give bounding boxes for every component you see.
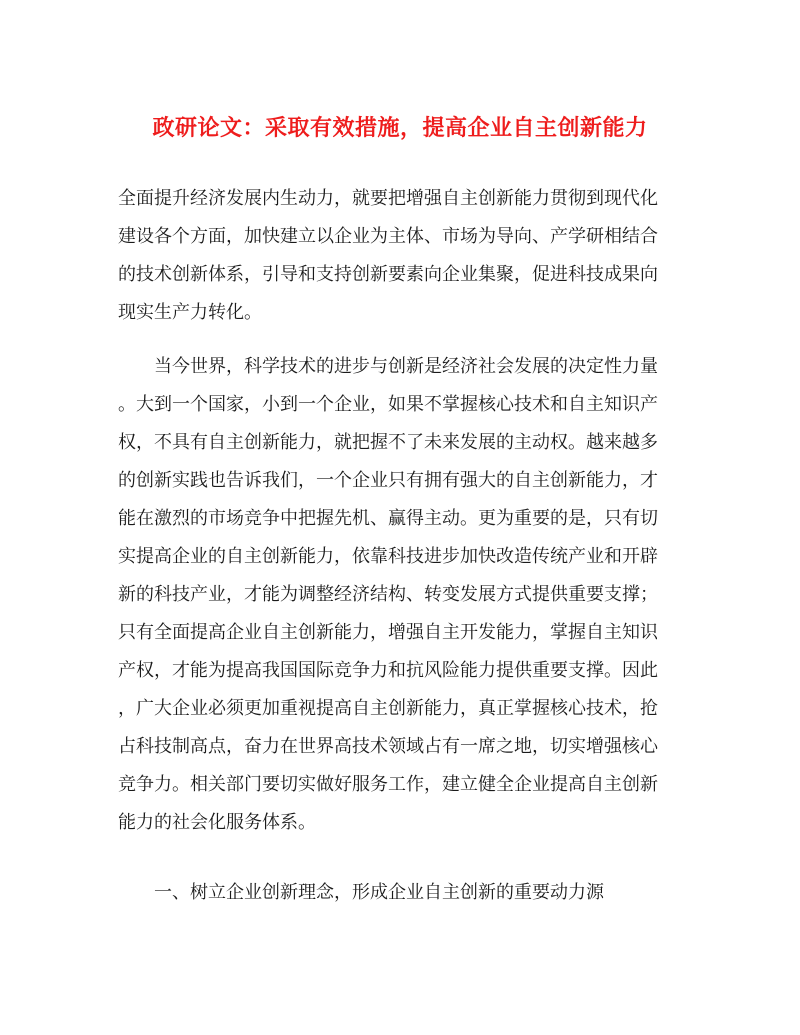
text-line: 能力的社会化服务体系。 bbox=[118, 812, 316, 833]
text-line: 权，不具有自主创新能力，就把握不了未来发展的主动权。越来越多 bbox=[118, 432, 658, 453]
text-line: 只有全面提高企业自主创新能力，增强自主开发能力，掌握自主知识 bbox=[118, 622, 658, 643]
text-line: 占科技制高点，奋力在世界高技术领域占有一席之地，切实增强核心 bbox=[118, 736, 658, 757]
text-line: 。大到一个国家，小到一个企业，如果不掌握核心技术和自主知识产 bbox=[118, 394, 658, 415]
text-line: 能在激烈的市场竞争中把握先机、赢得主动。更为重要的是，只有切 bbox=[118, 508, 658, 529]
text-line: 当今世界，科学技术的进步与创新是经济社会发展的决定性力量 bbox=[118, 356, 658, 377]
text-line: 新的科技产业，才能为调整经济结构、转变发展方式提供重要支撑； bbox=[118, 584, 658, 605]
text-line: 竞争力。相关部门要切实做好服务工作，建立健全企业提高自主创新 bbox=[118, 774, 658, 795]
text-line: 的技术创新体系，引导和支持创新要素向企业集聚，促进科技成果向 bbox=[118, 264, 658, 285]
section-heading bbox=[118, 874, 688, 912]
paragraph-main bbox=[118, 348, 688, 842]
text-line: 一、树立企业创新理念，形成企业自主创新的重要动力源 bbox=[118, 882, 604, 903]
document-title: 政研论文：采取有效措施，提高企业自主创新能力 bbox=[152, 115, 648, 141]
paragraph-intro bbox=[118, 180, 688, 332]
text-line: ，广大企业必须更加重视提高自主创新能力，真正掌握核心技术，抢 bbox=[118, 698, 658, 719]
text-line: 实提高企业的自主创新能力，依靠科技进步加快改造传统产业和开辟 bbox=[118, 546, 658, 567]
text-line: 全面提升经济发展内生动力，就要把增强自主创新能力贯彻到现代化 bbox=[118, 188, 658, 209]
text-line: 建设各个方面，加快建立以企业为主体、市场为导向、产学研相结合 bbox=[118, 226, 658, 247]
text-line: 的创新实践也告诉我们，一个企业只有拥有强大的自主创新能力，才 bbox=[118, 470, 658, 491]
text-line: 产权，才能为提高我国国际竞争力和抗风险能力提供重要支撑。因此 bbox=[118, 660, 658, 681]
text-line: 现实生产力转化。 bbox=[118, 302, 262, 323]
